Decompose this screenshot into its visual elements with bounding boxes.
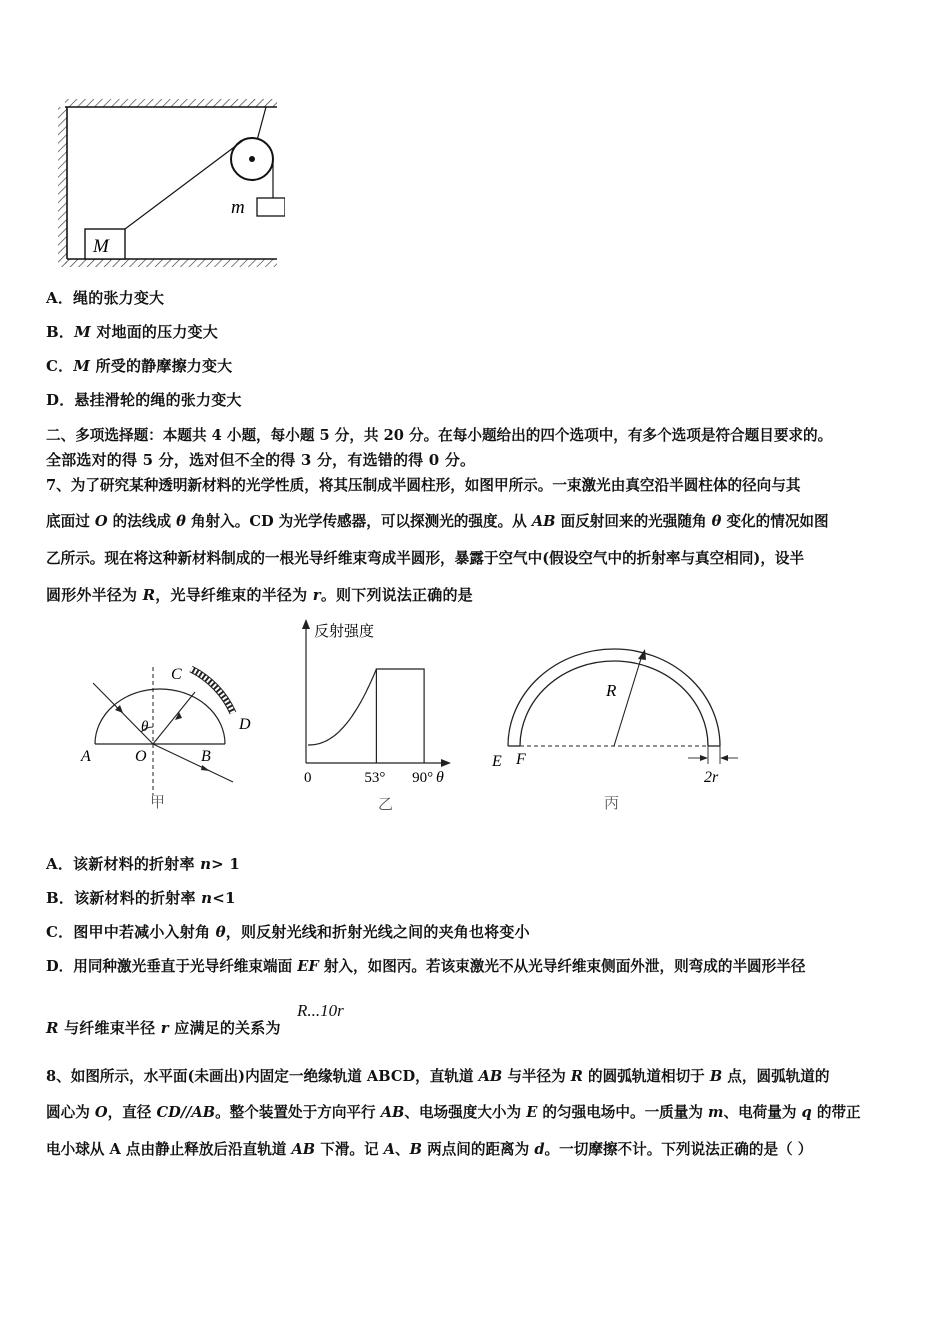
q7-line4: 圆形外半径为 R，光导纤维束的半径为 r。则下列说法正确的是: [46, 586, 473, 604]
yi-rising-curve: [308, 669, 376, 745]
bing-label-F: F: [516, 751, 526, 768]
label-M: M: [93, 236, 109, 257]
figure-bing: [488, 632, 748, 817]
jia-label-A: A: [81, 748, 91, 765]
section2-line2: 全部选对的得 5 分，选对但不全的得 3 分，有选错的得 0 分。: [46, 451, 476, 469]
figure-yi: [290, 615, 460, 815]
jia-label-B: B: [201, 748, 211, 765]
q8-line3: 电小球从 A 点由静止释放后沿直轨道 AB 下滑。记 A、B 两点间的距离为 d。一切摩擦不计。下列说法正确的是（ ）: [46, 1141, 813, 1158]
q7-option-b: B．该新材料的折射率 n<1: [46, 889, 236, 907]
jia-label-D: D: [239, 716, 251, 733]
figure-jia: [75, 655, 275, 815]
yi-ylabel: 反射强度: [314, 622, 375, 640]
q7-option-d-formula: R...10r: [297, 1001, 344, 1020]
bing-label-2r: 2r: [704, 769, 719, 786]
q7-option-d-line2: R 与纤维束半径 r 应满足的关系为: [46, 1019, 281, 1037]
q6-option-a: A．绳的张力变大: [46, 289, 165, 307]
q7-line2: 底面过 O 的法线成 θ 角射入。CD 为光学传感器，可以探测光的强度。从 AB 面反射回来的光强随角 θ 变化的情况如图: [46, 513, 829, 530]
q6-option-d: D．悬挂滑轮的绳的张力变大: [46, 391, 242, 409]
q8-line2: 圆心为 O，直径 CD//AB。整个装置处于方向平行 AB、电场强度大小为 E 的匀强电场中。一质量为 m、电荷量为 q 的带正: [46, 1104, 861, 1121]
yi-xlabel: θ: [436, 769, 444, 786]
label-m: m: [231, 197, 245, 218]
jia-label-O: O: [135, 748, 147, 765]
q7-line1: 7、为了研究某种透明新材料的光学性质，将其压制成半圆柱形，如图甲所示。一束激光由真空沿半圆柱体的径向与其: [46, 477, 801, 494]
yi-caption: 乙: [378, 795, 394, 813]
q7-line3: 乙所示。现在将这种新材料制成的一根光导纤维束弯成半圆形，暴露于空气中(假设空气中的折射率与真空相同)，设半: [46, 550, 805, 567]
jia-caption: 甲: [150, 793, 166, 811]
bing-label-R: R: [606, 681, 617, 700]
q7-option-c: C．图甲中若减小入射角 θ，则反射光线和折射光线之间的夹角也将变小: [46, 923, 530, 941]
jia-label-C: C: [171, 666, 182, 683]
q6-option-c: C．M 所受的静摩擦力变大: [46, 357, 233, 375]
yi-chart-area: [308, 669, 424, 763]
yi-tick-label: 0: [304, 770, 312, 786]
q8-line1: 8、如图所示，水平面(未画出)内固定一绝缘轨道 ABCD，直轨道 AB 与半径为 R 的圆弧轨道相切于 B 点，圆弧轨道的: [46, 1068, 830, 1085]
q6-option-b: B．M 对地面的压力变大: [46, 323, 218, 341]
pulley-figure: [55, 95, 285, 275]
q7-option-a: A．该新材料的折射率 n> 1: [46, 855, 240, 873]
block-m: [257, 198, 285, 216]
section2-line1: 二、多项选择题：本题共 4 小题，每小题 5 分，共 20 分。在每小题给出的四个选项中，有多个选项是符合题目要求的。: [46, 427, 833, 444]
yi-tick-labels: [304, 770, 433, 786]
bing-label-E: E: [492, 753, 502, 770]
yi-tick-label: 90°: [412, 770, 434, 786]
yi-tick-label: 53°: [364, 770, 386, 786]
jia-label-theta: θ: [141, 719, 149, 735]
yi-plateau: [376, 669, 424, 763]
bing-caption: 丙: [604, 794, 620, 812]
q7-option-d-line1: D．用同种激光垂直于光导纤维束端面 EF 射入，如图丙。若该束激光不从光导纤维束侧面外泄，则弯成的半圆形半径: [46, 958, 806, 975]
